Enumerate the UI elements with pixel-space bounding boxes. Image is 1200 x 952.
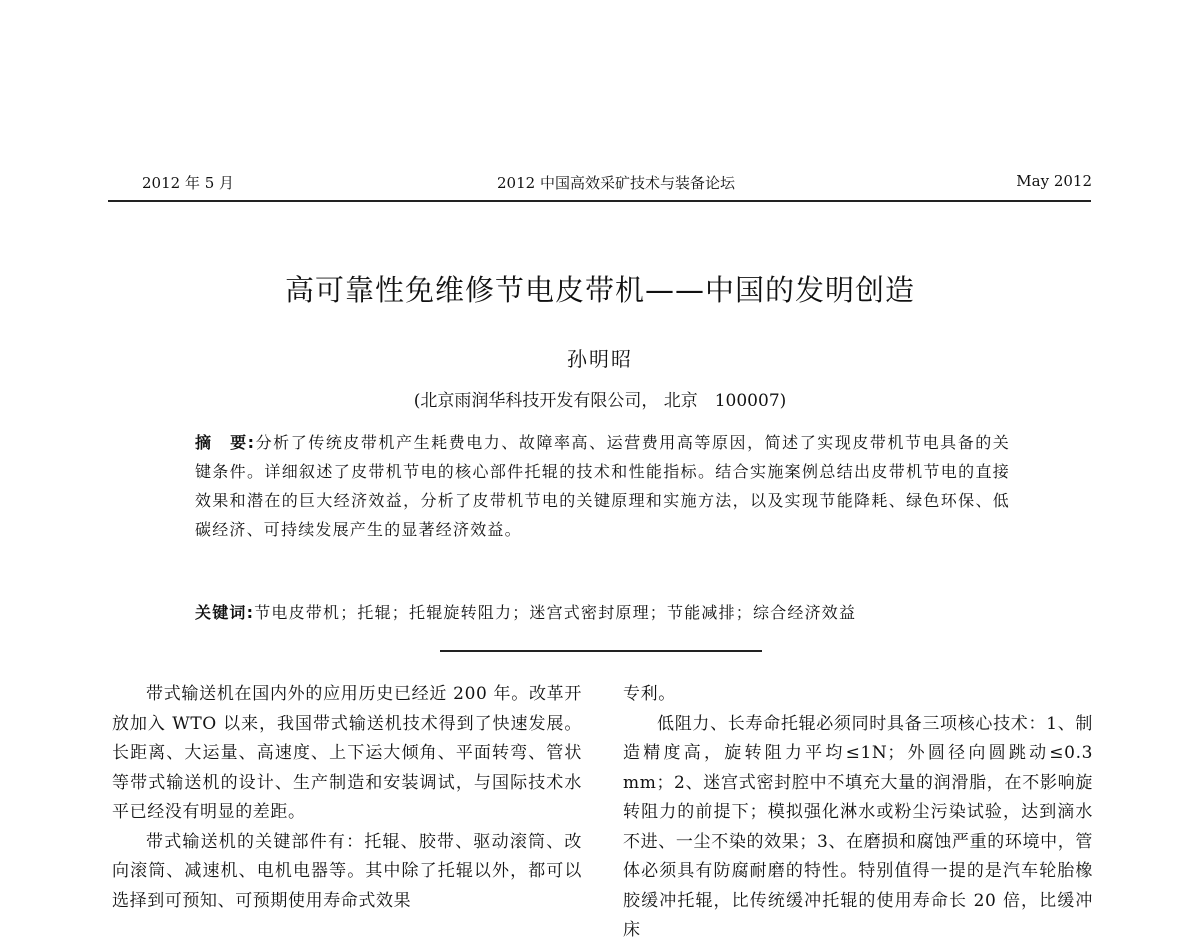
keywords-text: 节电皮带机；托辊；托辊旋转阻力；迷宫式密封原理；节能减排；综合经济效益 bbox=[254, 603, 857, 622]
body-paragraph: 专利。 bbox=[623, 684, 676, 704]
header-divider bbox=[108, 200, 1091, 202]
header-date: 2012 年 5 月 bbox=[142, 174, 235, 192]
body-column-right bbox=[623, 680, 1093, 946]
body-paragraph: 低阻力、长寿命托辊必须同时具备三项核心技术：1、制造精度高，旋转阻力平均≤1N；外圆径向圆跳动≤0.3 mm；2、迷宫式密封腔中不填充大量的润滑脂，在不影响旋转阻力的前提下；模拟强化淋水或粉尘污染试验，达到滴水不进、一尘不染的效果；3、在磨损和腐蚀严重的环境中，管体必须具有防腐耐磨的特性。特别值得一提的是汽车轮胎橡胶缓冲托辊，比传统缓冲托辊的使用寿命长 20 倍，比缓冲床 bbox=[623, 713, 1093, 940]
paper-title: 高可靠性免维修节电皮带机——中国的发明创造 bbox=[284, 273, 915, 307]
header-journal: 2012 中国高效采矿技术与装备论坛 bbox=[497, 174, 735, 192]
paper-author: 孙明昭 bbox=[567, 347, 633, 371]
abstract-text: 分析了传统皮带机产生耗费电力、故障率高、运营费用高等原因，简述了实现皮带机节电具备的关键条件。详细叙述了皮带机节电的核心部件托辊的技术和性能指标。结合实施案例总结出皮带机节电的直接效果和潜在的巨大经济效益，分析了皮带机节电的关键原理和实施方法，以及实现节能降耗、绿色环保、低碳经济、可持续发展产生的显著经济效益。 bbox=[195, 433, 1010, 539]
body-paragraph: 带式输送机的关键部件有：托辊、胶带、驱动滚筒、改向滚筒、减速机、电机电器等。其中除了托辊以外，都可以选择到可预知、可预期使用寿命式效果 bbox=[112, 831, 582, 911]
body-column-left bbox=[112, 680, 582, 916]
keywords-label: 关键词: bbox=[195, 603, 255, 622]
abstract bbox=[195, 428, 1010, 544]
keywords bbox=[195, 600, 1010, 623]
body-paragraph: 带式输送机在国内外的应用历史已经近 200 年。改革开放加入 WTO 以来，我国带式输送机技术得到了快速发展。长距离、大运量、高速度、上下运大倾角、平面转弯、管状等带式输送机的设计、生产制造和安装调试，与国际技术水平已经没有明显的差距。 bbox=[112, 684, 582, 822]
header-date-en: May 2012 bbox=[1016, 172, 1092, 190]
section-divider bbox=[440, 650, 762, 652]
paper-affiliation: (北京雨润华科技开发有限公司， 北京 100007) bbox=[413, 391, 787, 411]
abstract-label: 摘 要: bbox=[195, 433, 256, 452]
